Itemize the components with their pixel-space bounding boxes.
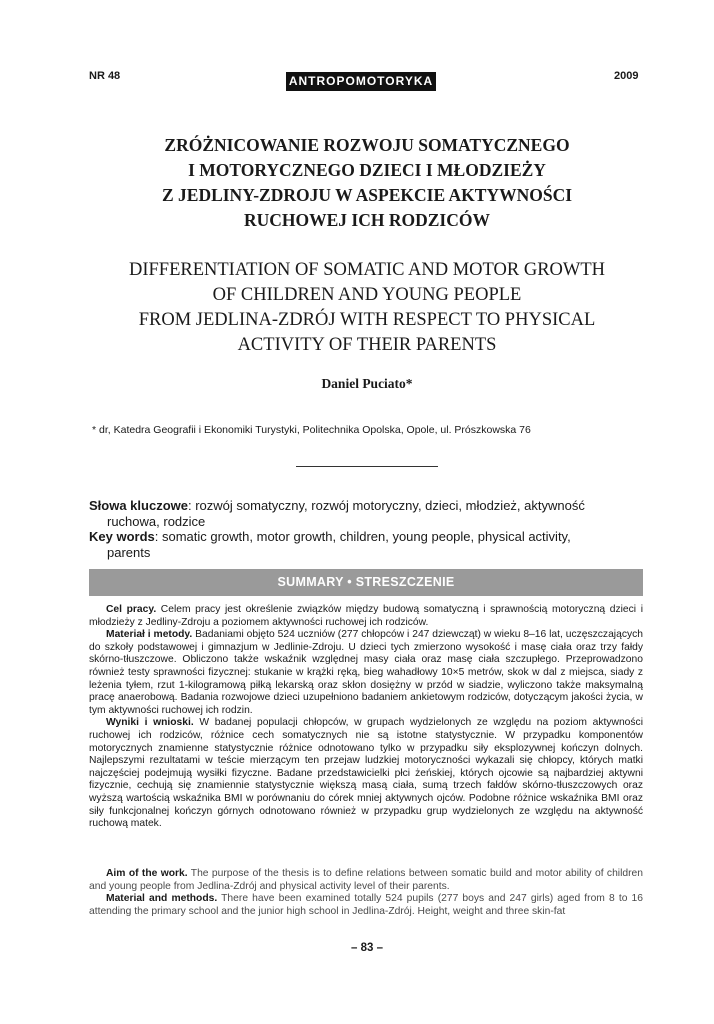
paragraph-label: Cel pracy. [106, 604, 157, 615]
keywords-pl-text: : rozwój somatyczny, rozwój motoryczny, dzieci, młodzież, aktywność [187, 498, 585, 513]
streszczenie-paragraph [89, 629, 643, 717]
title-pl-line: RUCHOWEJ ICH RODZICÓW [244, 210, 490, 230]
journal-name-badge: ANTROPOMOTORYKA [286, 72, 436, 91]
paragraph-text: The purpose of the thesis is to define relations between somatic build and motor ability of children and young people from Jedlina-Zdrój and physical activity level of their parents. [89, 868, 643, 892]
paragraph-label: Material and methods. [106, 893, 218, 905]
author-name: Daniel Puciato* [321, 376, 413, 391]
summary-english [89, 868, 643, 918]
paragraph-text: W badanej populacji chłopców, w grupach wydzielonych ze względu na poziom aktywności ruchowej ich rodziców, różnice cech somatycznych nie są istotne statystycznie. W przypadku komponentów motorycznych znamienne statystycznie różnice odnotowano tylko w przypadku siły eksplozywnej kończyn dolnych. Najlepszymi rezultatami w teście mierzącym ten przejaw ludzkiej motoryczności wykazali się chłopcy, których matki najczęściej podejmują wysiłki fizyczne. Badane przedstawicielki płci żeńskiej, których ojcowie są najbardziej aktywni fizycznie, cechują się znamiennie statystycznie większą masą ciała, sumą trzech fałdów skórno-tłuszczowych oraz wyższą wartością wskaźnika BMI w porównaniu do córek mniej aktywnych ojców. Podobne różnice wskaźnika BMI oraz siły funkcjonalnej kończyn górnych odnotowano również w przypadku grup wydzielonych ze względu na aktywność ruchową matek. [89, 717, 643, 830]
streszczenie-paragraph [89, 717, 643, 830]
paragraph-text: Badaniami objęto 524 uczniów (277 chłopców i 247 dziewcząt) w wieku 8–16 lat, uczęszczających do szkoły podstawowej i gimnazjum w Jedlinie-Zdroju. U dzieci tych zmierzono wysokość i masę ciała oraz trzy fałdy skórno-tłuszczowe. Obliczono także wskaźnik względnej masy ciała oraz masę ciała szczupłego. Przeprowadzono również testy sprawności fizycznej: stukanie w krążki ręką, bieg wahadłowy 10×5 metrów, skok w dal z miejsca, siady z leżenia tyłem, rzut 1-kilogramową piłką lekarską oraz skłon dosiężny w przód w siadzie, wyliczono także maksymalną pracę anaerobową. Badania rozwojowe dzieci uzupełniono badaniem ankietowym rodziców, dotyczącym jakości życia, w tym aktywności ruchowej ich rodzin. [89, 629, 643, 716]
paragraph-label: Materiał i metody. [106, 629, 193, 641]
title-english [60, 258, 674, 358]
page-number: – 83 – [351, 942, 383, 954]
paragraph-label: Aim of the work. [106, 868, 188, 879]
issue-number: NR 48 [89, 70, 121, 82]
keywords-en-text: : somatic growth, motor growth, children, young people, physical activity, [154, 529, 571, 544]
title-pl-line: I MOTORYCZNEGO DZIECI I MŁODZIEŻY [188, 160, 546, 180]
keywords-en-continuation: parents [107, 545, 151, 560]
streszczenie-polish [89, 604, 643, 831]
summary-paragraph [89, 868, 643, 893]
keywords-polish [89, 498, 645, 530]
author-affiliation: * dr, Katedra Geografii i Ekonomiki Turystyki, Politechnika Opolska, Opole, ul. Prószkowska 76 [92, 424, 531, 436]
keywords-pl-label: Słowa kluczowe [89, 498, 188, 513]
title-en-line: OF CHILDREN AND YOUNG PEOPLE [212, 285, 522, 305]
title-polish [60, 133, 674, 233]
paragraph-text: There have been examined totally 524 pupils (277 boys and 247 girls) aged from 8 to 16 attending the primary school and the junior high school in Jedlina-Zdrój. Height, weight and three skin-fat [89, 893, 643, 917]
summary-header-bar: SUMMARY • STRESZCZENIE [89, 569, 643, 596]
title-pl-line: Z JEDLINY-ZDROJU W ASPEKCIE AKTYWNOŚCI [161, 185, 573, 205]
keywords-pl-continuation: ruchowa, rodzice [107, 514, 206, 529]
title-en-line: ACTIVITY OF THEIR PARENTS [237, 335, 497, 355]
paragraph-text: Celem pracy jest określenie związków między budową somatyczną i sprawnością motoryczną dzieci i młodzieży z Jedliny-Zdroju a poziomem aktywności ruchowej ich rodziców. [89, 604, 643, 628]
summary-paragraph [89, 893, 643, 918]
keywords-en-label: Key words [89, 529, 155, 544]
title-pl-line: ZRÓŻNICOWANIE ROZWOJU SOMATYCZNEGO [164, 135, 570, 155]
paragraph-label: Wyniki i wnioski. [106, 717, 194, 729]
title-en-line: DIFFERENTIATION OF SOMATIC AND MOTOR GROWTH [128, 260, 606, 280]
streszczenie-paragraph [89, 604, 643, 629]
keywords-english [89, 529, 645, 561]
issue-year: 2009 [614, 70, 639, 82]
title-en-line: FROM JEDLINA-ZDRÓJ WITH RESPECT TO PHYSICAL [138, 310, 596, 330]
separator-rule [296, 466, 438, 467]
